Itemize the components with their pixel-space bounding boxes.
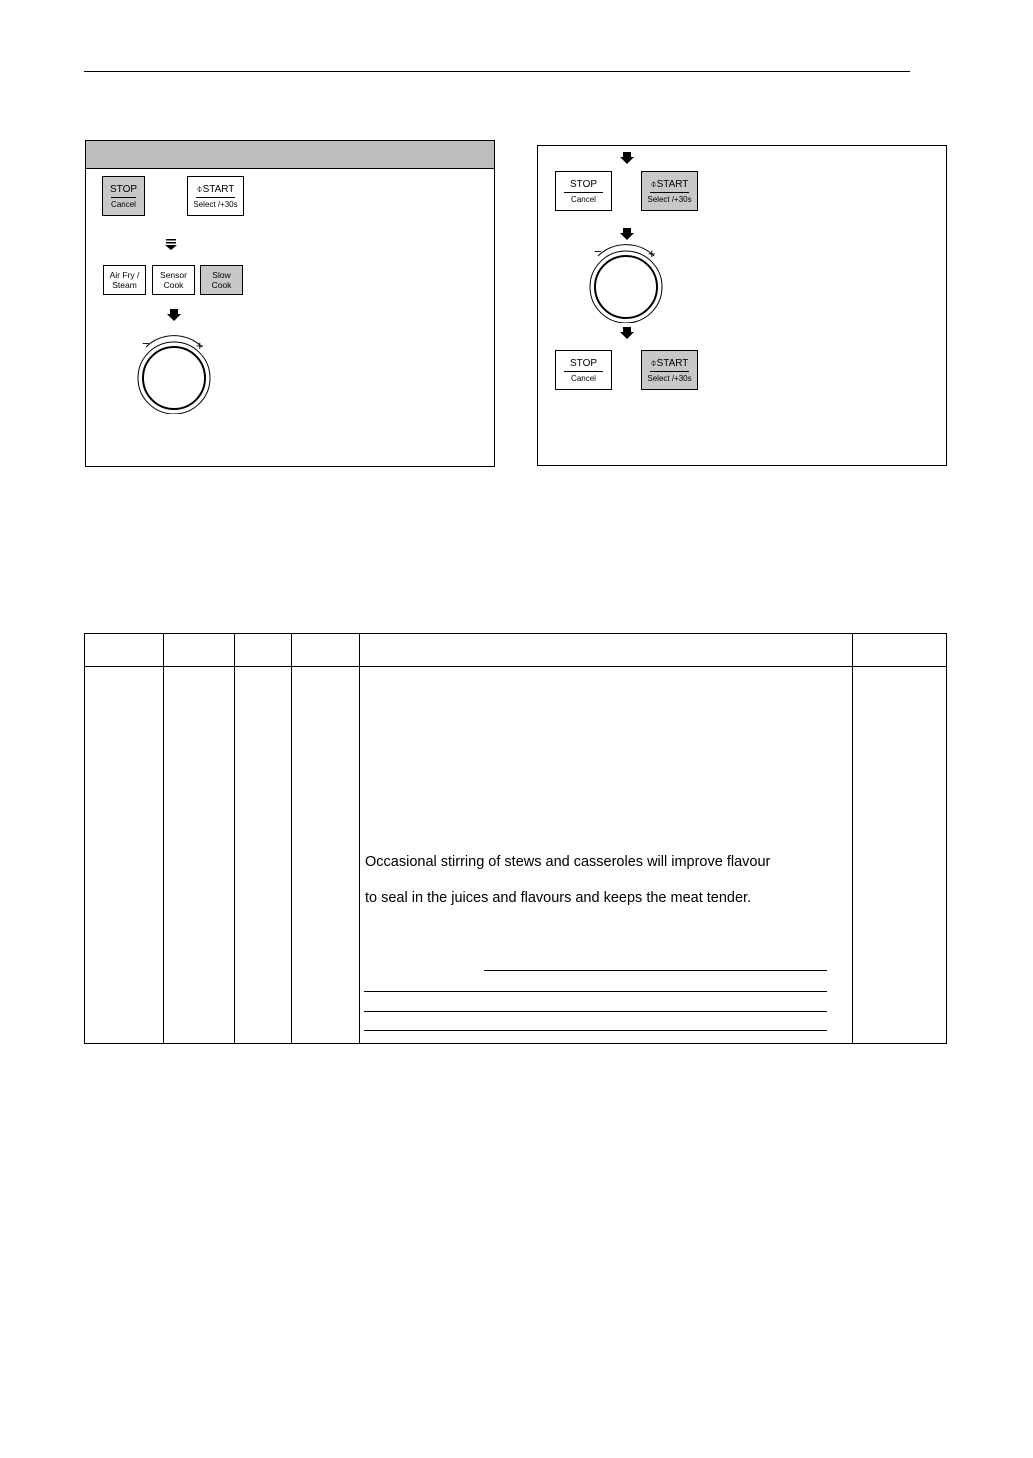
select-label: Select /+30s xyxy=(647,195,692,204)
notes-cell xyxy=(360,667,853,1044)
air-fry-label: Air Fry / xyxy=(109,270,140,280)
header-cell xyxy=(85,634,164,667)
ruled-line xyxy=(364,991,827,992)
table-cell xyxy=(85,667,164,1044)
steam-label: Steam xyxy=(112,280,137,290)
top-rule xyxy=(84,71,910,72)
start-label: ⌽START xyxy=(196,184,235,195)
air-fry-steam-button[interactable] xyxy=(103,265,146,295)
table-cell xyxy=(853,667,947,1044)
slow-cook-label: Cook xyxy=(211,280,232,290)
start-select-button[interactable] xyxy=(641,350,698,390)
select-label: Select /+30s xyxy=(647,374,692,383)
header-cell xyxy=(235,634,292,667)
header-cell xyxy=(853,634,947,667)
slow-label: Slow xyxy=(212,270,231,280)
table-cell xyxy=(235,667,292,1044)
stop-label: STOP xyxy=(569,358,598,369)
sensor-label: Sensor xyxy=(160,270,187,280)
ruled-line xyxy=(364,1030,827,1031)
header-cell xyxy=(360,634,853,667)
note-seal-juices: to seal in the juices and flavours and keeps the meat tender. xyxy=(365,890,752,906)
table-cell xyxy=(292,667,360,1044)
panel-header-bar xyxy=(86,141,494,169)
dial-plus-label: + xyxy=(196,338,204,353)
sensor-cook-button[interactable] xyxy=(152,265,195,295)
stop-label: STOP xyxy=(569,179,598,190)
start-select-button[interactable] xyxy=(187,176,244,216)
cancel-label: Cancel xyxy=(571,195,596,204)
dial-plus-label: + xyxy=(648,246,656,261)
table-row xyxy=(85,667,947,1044)
ruled-line xyxy=(484,970,827,971)
cancel-label: Cancel xyxy=(111,200,136,209)
start-label: ⌽START xyxy=(650,179,689,190)
cooking-guide-table xyxy=(84,633,947,1044)
header-cell xyxy=(164,634,235,667)
cancel-label: Cancel xyxy=(571,374,596,383)
slow-cook-button[interactable] xyxy=(200,265,243,295)
dial-minus-label: − xyxy=(594,244,602,259)
right-instruction-panel xyxy=(537,145,947,466)
stop-cancel-button[interactable] xyxy=(555,171,612,211)
start-select-button[interactable] xyxy=(641,171,698,211)
table-header-row xyxy=(85,634,947,667)
select-label: Select /+30s xyxy=(193,200,238,209)
header-cell xyxy=(292,634,360,667)
left-instruction-panel xyxy=(85,140,495,467)
start-label: ⌽START xyxy=(650,358,689,369)
sensor-cook-label: Cook xyxy=(163,280,184,290)
stop-label: STOP xyxy=(109,184,138,195)
note-stirring: Occasional stirring of stews and casseroles will improve flavour xyxy=(365,854,771,870)
dial-minus-label: − xyxy=(142,336,150,351)
stop-cancel-button[interactable] xyxy=(102,176,145,216)
stop-cancel-button[interactable] xyxy=(555,350,612,390)
table-cell xyxy=(164,667,235,1044)
ruled-line xyxy=(364,1011,827,1012)
